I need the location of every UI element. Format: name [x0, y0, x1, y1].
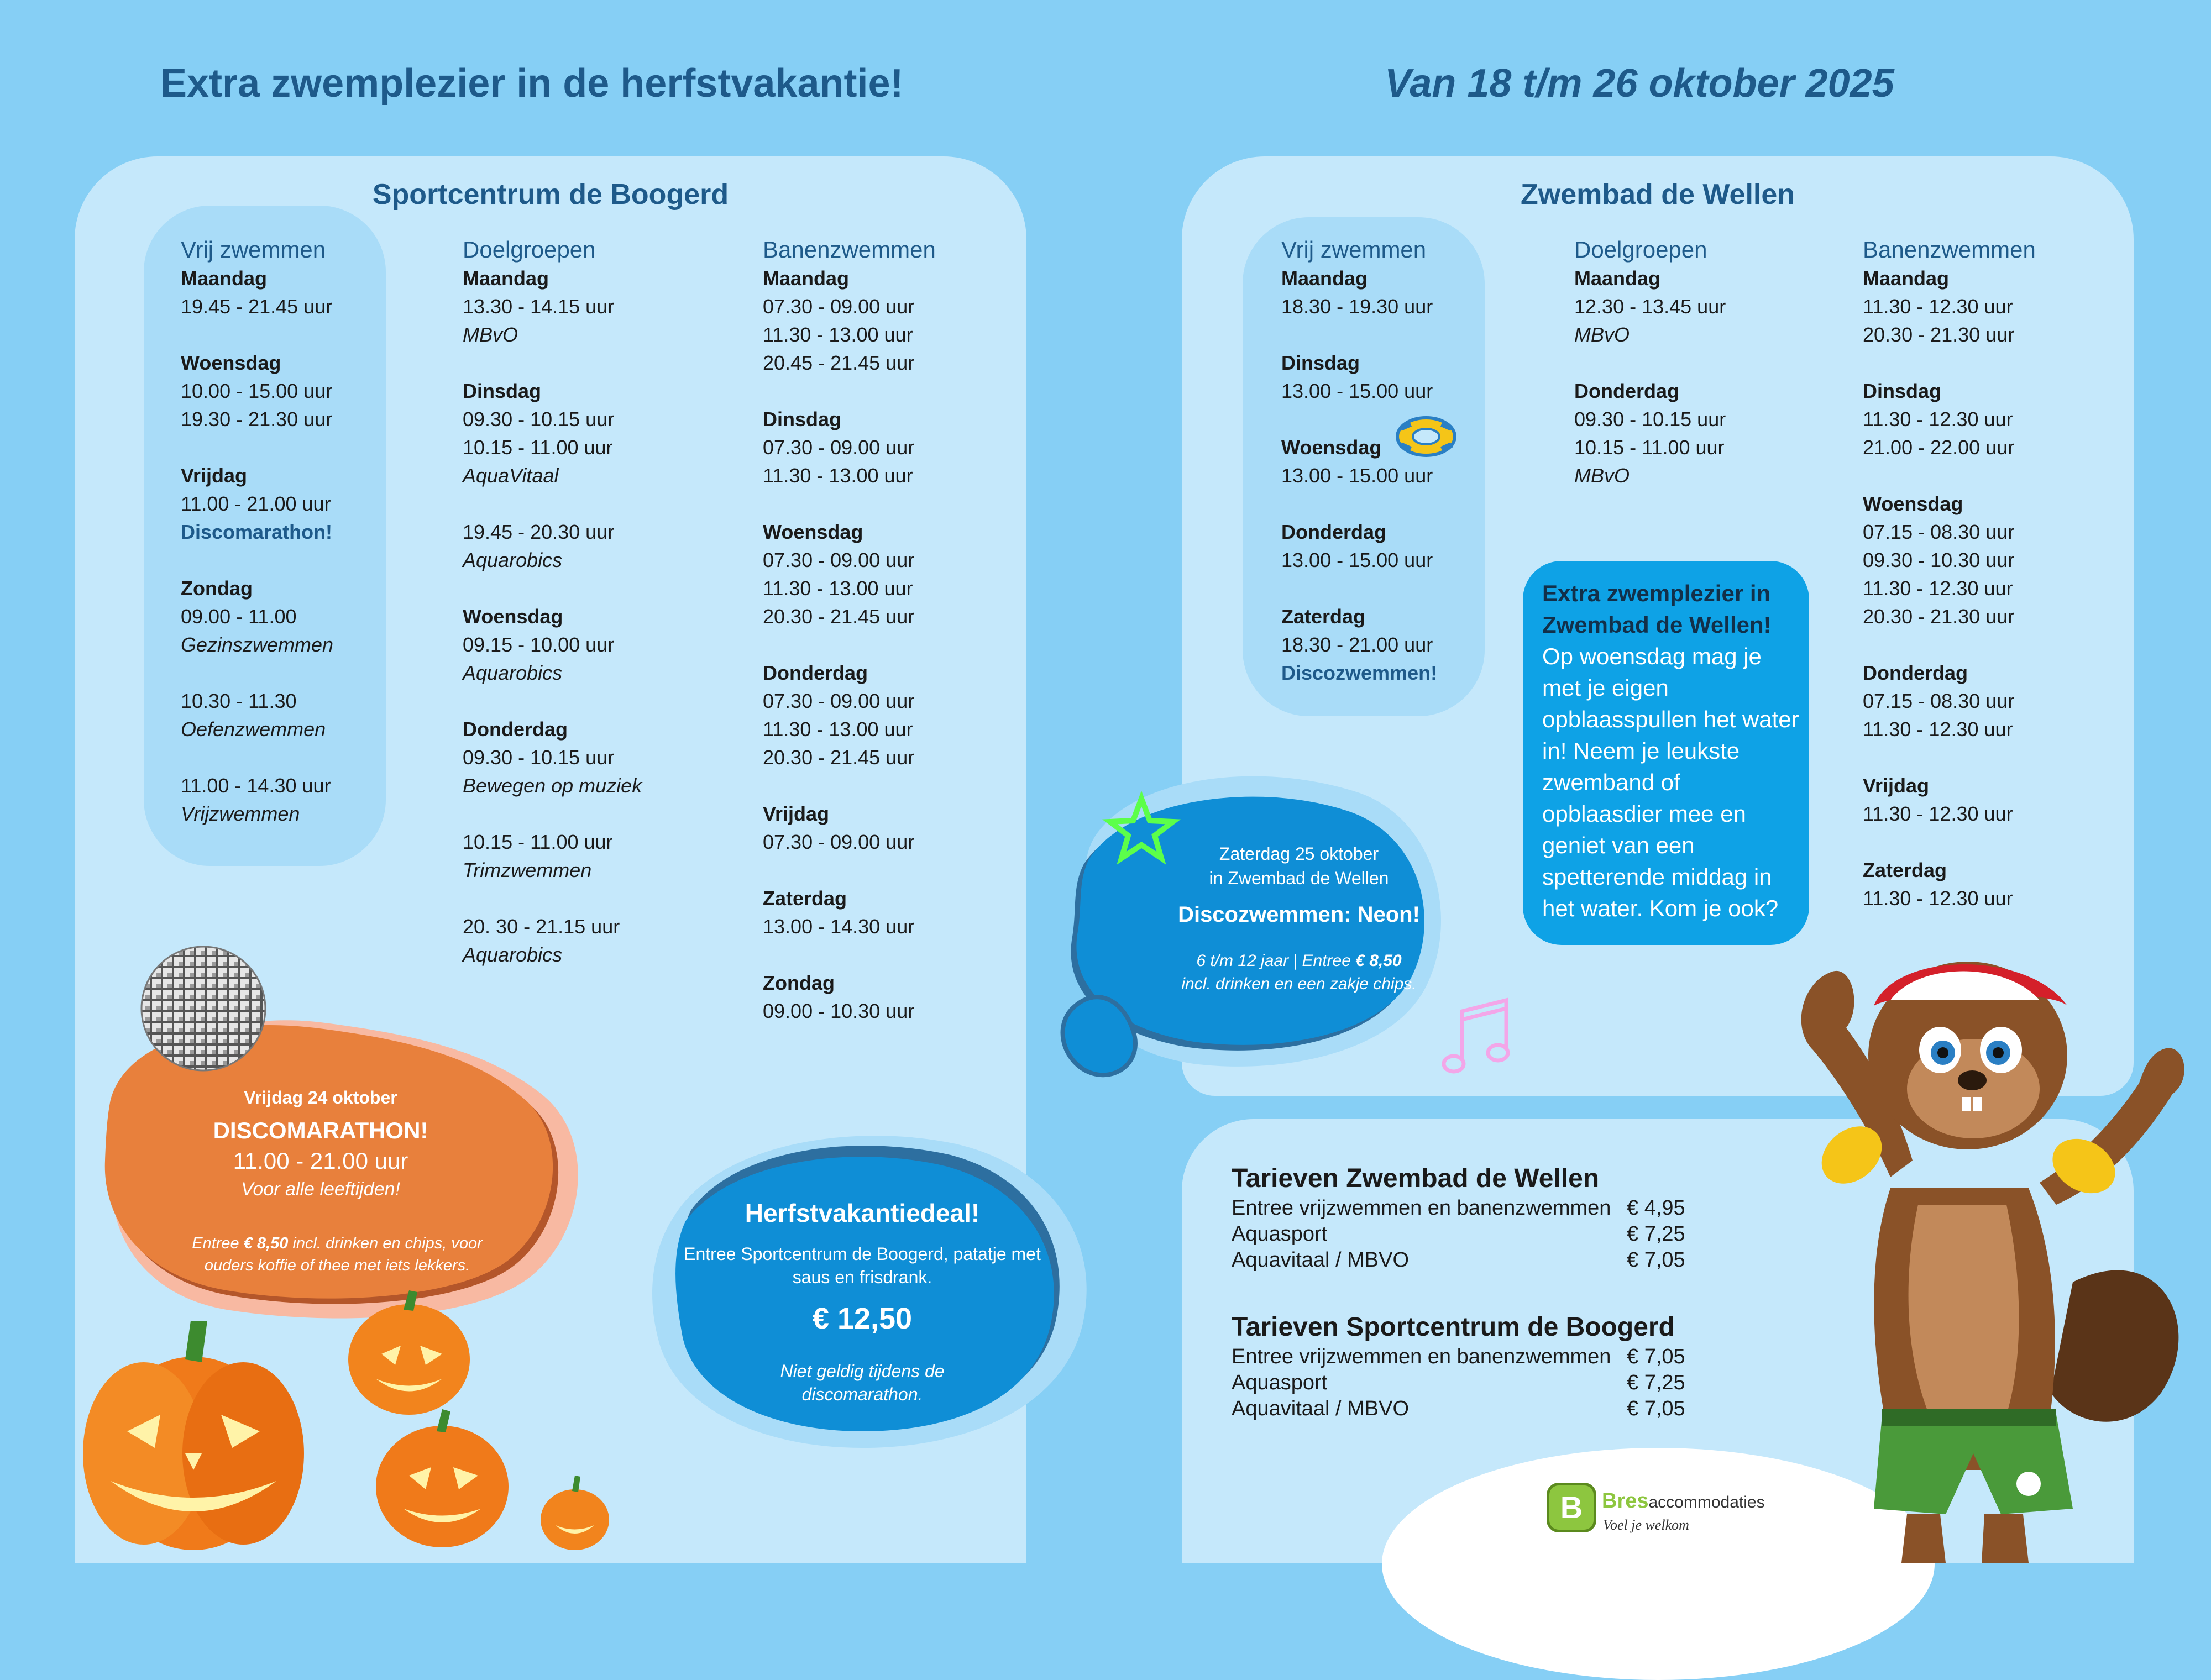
schedule-day: Dinsdag [1281, 351, 1360, 374]
column-heading: Vrij zwemmen [1281, 237, 1427, 262]
schedule-time: 20.45 - 21.45 uur [763, 351, 915, 374]
pumpkin-small [376, 1409, 509, 1547]
schedule-note: Gezinszwemmen [181, 633, 334, 656]
schedule-note: MBvO [463, 323, 518, 346]
price-label: Aquasport [1232, 1222, 1328, 1246]
pumpkin-tiny [541, 1476, 609, 1550]
disco-sub: Voor alle leeftijden! [241, 1179, 400, 1200]
schedule-note: Bewegen op muziek [463, 774, 642, 797]
schedule-time: 11.30 - 13.00 uur [763, 577, 913, 600]
schedule-time: 11.30 - 12.30 uur [1863, 718, 2013, 741]
schedule-day: Maandag [1281, 267, 1368, 290]
schedule-note: Vrijzwemmen [181, 802, 300, 825]
schedule-time: 20.30 - 21.30 uur [1863, 605, 2015, 628]
spacer [763, 856, 936, 884]
beaver-mascot [1763, 939, 2200, 1563]
disco-entry-prefix: Entree [192, 1235, 244, 1252]
schedule-day: Maandag [181, 267, 268, 290]
neon-entry-prefix: 6 t/m 12 jaar | Entree [1196, 952, 1356, 970]
price-row [1232, 1344, 1685, 1370]
boogerd-col-banen [763, 235, 936, 1025]
price-row [1232, 1370, 1685, 1396]
spacer [463, 490, 642, 518]
schedule-time: 07.30 - 09.00 uur [763, 436, 915, 459]
page-title: Extra zwemplezier in de herfstvakantie! [160, 61, 904, 106]
schedule-time: 19.45 - 20.30 uur [463, 521, 615, 543]
schedule-day: Dinsdag [463, 380, 542, 402]
schedule-time: 20. 30 - 21.15 uur [463, 915, 620, 938]
schedule-note: Aquarobics [463, 549, 563, 571]
schedule-note: MBvO [1574, 323, 1630, 346]
price-value: € 7,25 [1627, 1222, 1685, 1246]
neon-entry-price: € 8,50 [1355, 952, 1402, 970]
schedule-note: MBvO [1574, 464, 1630, 487]
schedule-time: 07.30 - 09.00 uur [763, 690, 915, 712]
spacer [181, 743, 333, 771]
prices-wellen-title: Tarieven Zwembad de Wellen [1232, 1164, 1600, 1193]
schedule-time: 10.15 - 11.00 uur [1574, 436, 1725, 459]
schedule-time: 11.30 - 13.00 uur [763, 464, 913, 487]
schedule-day: Maandag [1574, 267, 1661, 290]
disco-entry-rest: incl. drinken en chips, voor ouders koffie of thee met iets lekkers. [204, 1235, 483, 1274]
schedule-day: Zondag [181, 577, 253, 600]
schedule-time: 12.30 - 13.45 uur [1574, 295, 1726, 318]
spacer [463, 574, 642, 602]
schedule-time: 20.30 - 21.45 uur [763, 746, 915, 769]
price-label: Entree vrijzwemmen en banenzwemmen [1232, 1196, 1611, 1220]
schedule-time: 11.00 - 21.00 uur [181, 492, 331, 515]
schedule-note: Trimzwemmen [463, 859, 592, 881]
neon-entry-rest: incl. drinken en een zakje chips. [1181, 975, 1417, 993]
schedule-time: 09.30 - 10.15 uur [463, 408, 615, 431]
schedule-day: Dinsdag [1863, 380, 1942, 402]
schedule-day: Maandag [463, 267, 549, 290]
pumpkins-illustration [55, 1288, 630, 1563]
schedule-day: Woensdag [763, 521, 863, 543]
logo-mark: B [1547, 1483, 1596, 1532]
price-label: Aquasport [1232, 1371, 1328, 1394]
price-row [1232, 1396, 1685, 1422]
schedule-time: 13.30 - 14.15 uur [463, 295, 615, 318]
price-value: € 7,25 [1627, 1371, 1685, 1394]
neon-blob [1050, 754, 1492, 1108]
spacer [1863, 461, 2036, 490]
schedule-time: 11.30 - 12.30 uur [1863, 408, 2013, 431]
schedule-time: 13.00 - 15.00 uur [1281, 549, 1433, 571]
spacer [463, 884, 642, 912]
schedule-day: Woensdag [1863, 492, 1963, 515]
wellen-col-banen [1863, 235, 2036, 912]
schedule-time: 20.30 - 21.45 uur [763, 605, 915, 628]
schedule-note: Oefenzwemmen [181, 718, 326, 741]
schedule-time: 19.30 - 21.30 uur [181, 408, 333, 431]
price-value: € 7,05 [1627, 1248, 1685, 1272]
schedule-time: 11.30 - 12.30 uur [1863, 802, 2013, 825]
logo-suffix: accommodaties [1648, 1493, 1765, 1511]
schedule-time: 07.30 - 09.00 uur [763, 831, 915, 853]
disco-date: Vrijdag 24 oktober [244, 1088, 397, 1107]
schedule-time: 09.15 - 10.00 uur [463, 633, 615, 656]
schedule-day: Zaterdag [763, 887, 847, 910]
price-value: € 4,95 [1627, 1196, 1685, 1220]
schedule-time: 09.30 - 10.15 uur [1574, 408, 1726, 431]
schedule-day: Zondag [763, 972, 835, 994]
schedule-time: 09.30 - 10.30 uur [1863, 549, 2015, 571]
schedule-time: 19.45 - 21.45 uur [181, 295, 333, 318]
schedule-day: Vrijdag [1863, 774, 1930, 797]
deal-text: Entree Sportcentrum de Boogerd, patatje met saus en frisdrank. [684, 1244, 1041, 1287]
spacer [463, 687, 642, 715]
deal-price: € 12,50 [812, 1302, 913, 1335]
schedule-time: 07.15 - 08.30 uur [1863, 521, 2015, 543]
schedule-time: 11.30 - 12.30 uur [1863, 295, 2013, 318]
schedule-time: 09.30 - 10.15 uur [463, 746, 615, 769]
schedule-time: 20.30 - 21.30 uur [1863, 323, 2015, 346]
boogerd-title: Sportcentrum de Boogerd [372, 179, 729, 211]
schedule-highlight: Discomarathon! [181, 521, 333, 543]
logo-brand: Bres [1602, 1489, 1649, 1513]
schedule-day: Woensdag [463, 605, 563, 628]
price-label: Aquavitaal / MBVO [1232, 1397, 1410, 1420]
schedule-time: 10.15 - 11.00 uur [463, 436, 613, 459]
spacer [1863, 349, 2036, 377]
spacer [1574, 349, 1726, 377]
schedule-note: AquaVitaal [463, 464, 559, 487]
spacer [763, 771, 936, 800]
price-label: Aquavitaal / MBVO [1232, 1248, 1410, 1272]
schedule-day: Donderdag [463, 718, 568, 741]
neon-title: Discozwemmen: Neon! [1178, 902, 1420, 927]
schedule-time: 13.00 - 15.00 uur [1281, 464, 1433, 487]
schedule-note: Aquarobics [463, 662, 563, 684]
schedule-time: 07.15 - 08.30 uur [1863, 690, 2015, 712]
price-label: Entree vrijzwemmen en banenzwemmen [1232, 1345, 1611, 1368]
neon-place: in Zwembad de Wellen [1209, 868, 1389, 888]
schedule-time: 13.00 - 15.00 uur [1281, 380, 1433, 402]
schedule-time: 07.30 - 09.00 uur [763, 549, 915, 571]
schedule-day: Donderdag [1574, 380, 1680, 402]
spacer [1281, 574, 1437, 602]
schedule-day: Vrijdag [763, 802, 830, 825]
schedule-note: Aquarobics [463, 943, 563, 966]
spacer [1281, 490, 1437, 518]
schedule-time: 21.00 - 22.00 uur [1863, 436, 2015, 459]
schedule-highlight: Discozwemmen! [1281, 662, 1438, 684]
disco-entry [177, 1232, 497, 1277]
prices-wellen [1232, 1162, 1685, 1273]
extra-box-content [1542, 578, 1802, 924]
logo-tagline: Voel je welkom [1603, 1517, 1689, 1533]
schedule-time: 10.30 - 11.30 [181, 690, 297, 712]
schedule-day: Dinsdag [763, 408, 842, 431]
schedule-time: 13.00 - 14.30 uur [763, 915, 915, 938]
schedule-time: 11.30 - 12.30 uur [1863, 577, 2013, 600]
boogerd-col-doelgroepen [463, 235, 642, 969]
spacer [1863, 743, 2036, 771]
spacer [181, 659, 333, 687]
spacer [1863, 828, 2036, 856]
schedule-time: 11.30 - 13.00 uur [763, 718, 913, 741]
spacer [1863, 631, 2036, 659]
disco-time: 11.00 - 21.00 uur [233, 1148, 408, 1174]
schedule-day: Vrijdag [181, 464, 248, 487]
music-note-icon [1440, 989, 1523, 1083]
prices-boogerd-title: Tarieven Sportcentrum de Boogerd [1232, 1313, 1675, 1342]
schedule-day: Woensdag [1281, 436, 1382, 459]
boogerd-col-vrij [181, 235, 333, 828]
schedule-day: Maandag [763, 267, 850, 290]
neon-entry [1139, 949, 1459, 996]
schedule-time: 18.30 - 21.00 uur [1281, 633, 1433, 656]
pumpkin-medium [348, 1290, 470, 1415]
price-row [1232, 1195, 1685, 1221]
schedule-time: 07.30 - 09.00 uur [763, 295, 915, 318]
date-range: Van 18 t/m 26 oktober 2025 [1385, 61, 1894, 106]
schedule-time: 18.30 - 19.30 uur [1281, 295, 1433, 318]
schedule-day: Woensdag [181, 351, 281, 374]
spacer [763, 377, 936, 405]
column-heading: Vrij zwemmen [181, 237, 326, 262]
schedule-day: Zaterdag [1863, 859, 1947, 881]
spacer [763, 490, 936, 518]
disco-entry-price: € 8,50 [243, 1235, 289, 1252]
schedule-day: Donderdag [1281, 521, 1387, 543]
neon-date: Zaterdag 25 oktober [1219, 844, 1379, 864]
schedule-day: Maandag [1863, 267, 1950, 290]
column-heading: Doelgroepen [1574, 237, 1707, 262]
schedule-day: Donderdag [763, 662, 868, 684]
column-heading: Banenzwemmen [763, 237, 936, 262]
wellen-col-doelgroepen [1574, 235, 1726, 490]
schedule-time: 10.15 - 11.00 uur [463, 831, 613, 853]
spacer [181, 546, 333, 574]
spacer [1281, 321, 1437, 349]
deal-title: Herfstvakantiedeal! [745, 1199, 980, 1227]
price-row [1232, 1221, 1685, 1247]
schedule-time: 10.00 - 15.00 uur [181, 380, 333, 402]
spacer [181, 433, 333, 461]
pumpkin-large [83, 1321, 304, 1550]
wellen-title: Zwembad de Wellen [1520, 179, 1795, 211]
schedule-day: Zaterdag [1281, 605, 1366, 628]
schedule-time: 09.00 - 10.30 uur [763, 1000, 915, 1022]
schedule-time: 11.30 - 13.00 uur [763, 323, 913, 346]
disco-title: DISCOMARATHON! [213, 1117, 428, 1143]
column-heading: Doelgroepen [463, 237, 596, 262]
price-value: € 7,05 [1627, 1345, 1685, 1368]
spacer [763, 941, 936, 969]
spacer [463, 349, 642, 377]
deal-note: Niet geldig tijdens de discomarathon. [780, 1361, 945, 1404]
disco-ball-icon [140, 945, 267, 1072]
logo-text [1602, 1489, 1765, 1513]
schedule-day: Donderdag [1863, 662, 1968, 684]
spacer [763, 631, 936, 659]
swim-ring-icon [1393, 412, 1459, 461]
schedule-time: 09.00 - 11.00 [181, 605, 297, 628]
price-value: € 7,05 [1627, 1397, 1685, 1420]
schedule-time: 11.00 - 14.30 uur [181, 774, 331, 797]
extra-title: Extra zwemplezier in Zwembad de Wellen! [1542, 580, 1772, 638]
schedule-time: 11.30 - 12.30 uur [1863, 887, 2013, 910]
prices-boogerd [1232, 1311, 1685, 1422]
spacer [181, 321, 333, 349]
column-heading: Banenzwemmen [1863, 237, 2036, 262]
spacer [463, 800, 642, 828]
extra-text: Op woensdag mag je met je eigen opblaasspullen het water in! Neem je leukste zwemband of opblaasdier mee en geniet van een spetterende middag in het water. Kom je ook? [1542, 643, 1799, 921]
price-row [1232, 1247, 1685, 1273]
